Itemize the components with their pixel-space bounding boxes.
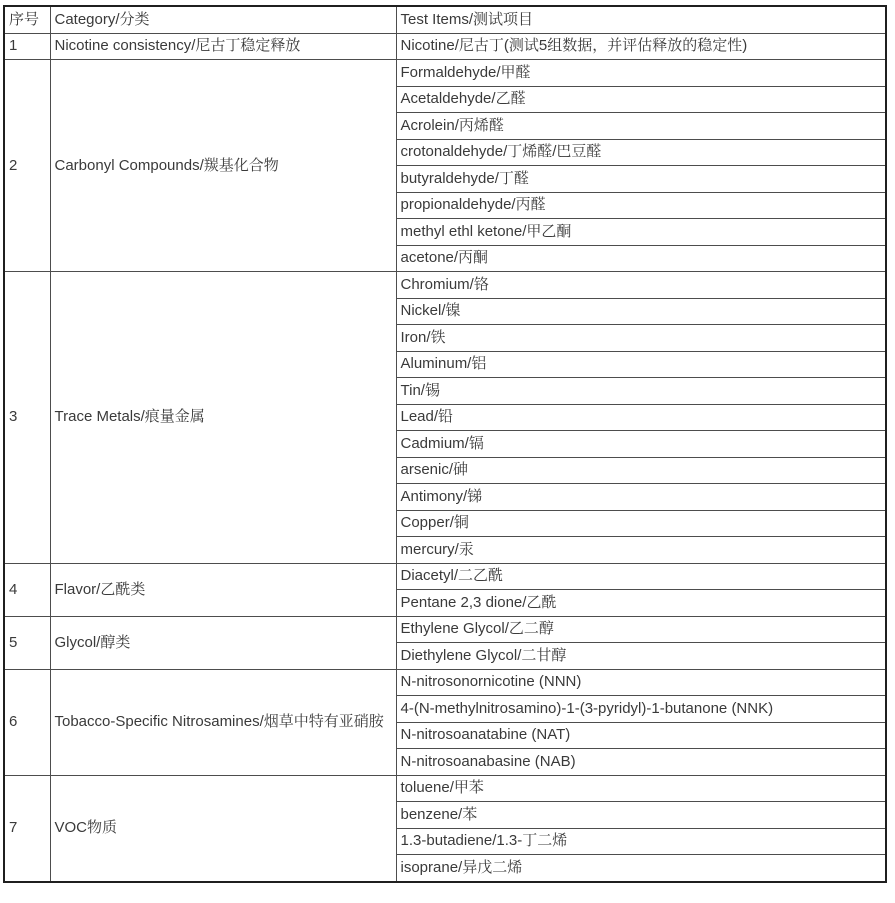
test-item-cell: Pentane 2,3 dione/乙酰 bbox=[396, 590, 886, 617]
table-row bbox=[4, 669, 886, 696]
test-item-cell: Cadmium/镉 bbox=[396, 431, 886, 458]
test-item-cell: benzene/苯 bbox=[396, 802, 886, 829]
test-item-cell: crotonaldehyde/丁烯醛/巴豆醛 bbox=[396, 139, 886, 166]
test-item-cell: Aluminum/铝 bbox=[396, 351, 886, 378]
category-cell: Nicotine consistency/尼古丁稳定释放 bbox=[50, 33, 396, 60]
test-item-cell: butyraldehyde/丁醛 bbox=[396, 166, 886, 193]
row-number-cell: 1 bbox=[4, 33, 50, 60]
test-item-cell: 1.3-butadiene/1.3-丁二烯 bbox=[396, 828, 886, 855]
category-cell: Carbonyl Compounds/羰基化合物 bbox=[50, 60, 396, 272]
test-item-cell: propionaldehyde/丙醛 bbox=[396, 192, 886, 219]
table-row bbox=[4, 616, 886, 643]
category-cell: Tobacco-Specific Nitrosamines/烟草中特有亚硝胺 bbox=[50, 669, 396, 775]
row-number-cell: 5 bbox=[4, 616, 50, 669]
test-item-cell: Formaldehyde/甲醛 bbox=[396, 60, 886, 87]
test-item-cell: Diethylene Glycol/二甘醇 bbox=[396, 643, 886, 670]
row-number-cell: 7 bbox=[4, 775, 50, 882]
test-item-cell: methyl ethl ketone/甲乙酮 bbox=[396, 219, 886, 246]
header-row bbox=[4, 6, 886, 33]
test-item-cell: toluene/甲苯 bbox=[396, 775, 886, 802]
header-test-items: Test Items/测试项目 bbox=[396, 6, 886, 33]
test-item-cell: Copper/铜 bbox=[396, 510, 886, 537]
test-item-cell: Nicotine/尼古丁(测试5组数据，并评估释放的稳定性) bbox=[396, 33, 886, 60]
row-number-cell: 2 bbox=[4, 60, 50, 272]
table-row bbox=[4, 775, 886, 802]
test-item-cell: arsenic/砷 bbox=[396, 457, 886, 484]
test-item-cell: Lead/铅 bbox=[396, 404, 886, 431]
category-cell: Flavor/乙酰类 bbox=[50, 563, 396, 616]
test-item-cell: N-nitrosoanabasine (NAB) bbox=[396, 749, 886, 776]
test-item-cell: Iron/铁 bbox=[396, 325, 886, 352]
test-item-cell: Nickel/镍 bbox=[396, 298, 886, 325]
table-body bbox=[4, 33, 886, 882]
test-item-cell: N-nitrosonornicotine (NNN) bbox=[396, 669, 886, 696]
test-item-cell: acetone/丙酮 bbox=[396, 245, 886, 272]
test-items-table bbox=[3, 5, 887, 883]
table-row bbox=[4, 60, 886, 87]
test-item-cell: Acetaldehyde/乙醛 bbox=[396, 86, 886, 113]
test-item-cell: isoprane/异戊二烯 bbox=[396, 855, 886, 882]
test-item-cell: N-nitrosoanatabine (NAT) bbox=[396, 722, 886, 749]
test-item-cell: Ethylene Glycol/乙二醇 bbox=[396, 616, 886, 643]
row-number-cell: 3 bbox=[4, 272, 50, 564]
test-item-cell: Tin/锡 bbox=[396, 378, 886, 405]
row-number-cell: 6 bbox=[4, 669, 50, 775]
table-row bbox=[4, 563, 886, 590]
test-item-cell: 4-(N-methylnitrosamino)-1-(3-pyridyl)-1-butanone (NNK) bbox=[396, 696, 886, 723]
test-item-cell: Diacetyl/二乙酰 bbox=[396, 563, 886, 590]
table-row bbox=[4, 272, 886, 299]
table-row bbox=[4, 33, 886, 60]
test-item-cell: Chromium/铬 bbox=[396, 272, 886, 299]
category-cell: Trace Metals/痕量金属 bbox=[50, 272, 396, 564]
category-cell: VOC物质 bbox=[50, 775, 396, 882]
header-number: 序号 bbox=[4, 6, 50, 33]
test-item-cell: mercury/汞 bbox=[396, 537, 886, 564]
row-number-cell: 4 bbox=[4, 563, 50, 616]
test-item-cell: Acrolein/丙烯醛 bbox=[396, 113, 886, 140]
header-category: Category/分类 bbox=[50, 6, 396, 33]
category-cell: Glycol/醇类 bbox=[50, 616, 396, 669]
test-item-cell: Antimony/锑 bbox=[396, 484, 886, 511]
